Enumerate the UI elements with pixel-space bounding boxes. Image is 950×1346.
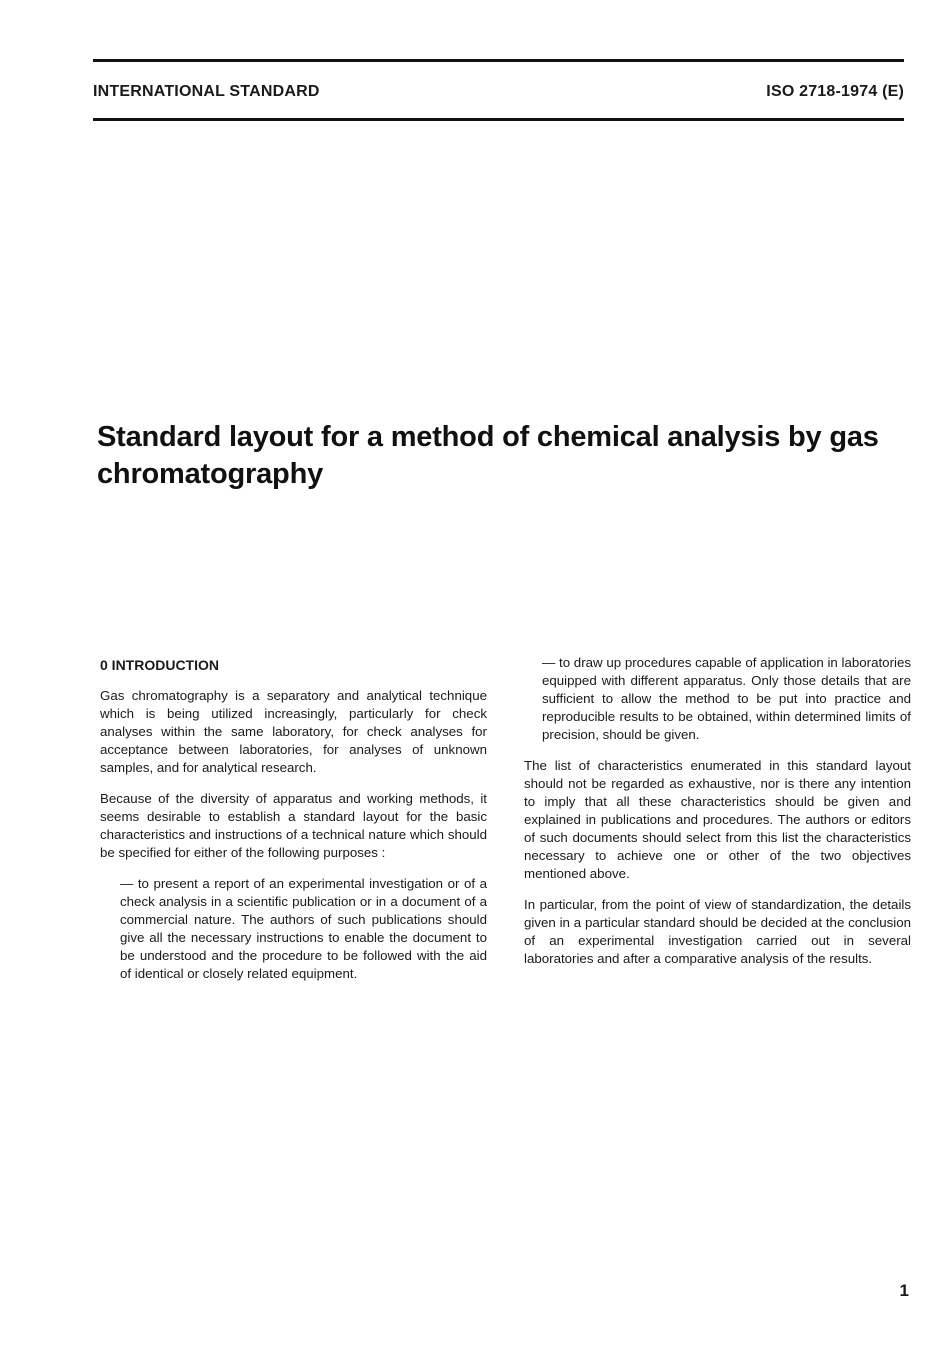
left-column [100,656,487,996]
header-standard-label: INTERNATIONAL STANDARD [93,83,320,100]
list-item: — to draw up procedures capable of application in laboratories equipped with different apparatus. Only those details that are sufficient to allow the method to be put into practice and reproducible results to be obtained, within determined limits of precision, should be given. [542,655,911,742]
header-bottom-rule [93,118,904,121]
header-document-number: ISO 2718-1974 (E) [766,83,904,100]
paragraph: In particular, from the point of view of standardization, the details given in a particular standard should be decided at the conclusion of an experimental investigation carried out in several laboratories and after a comparative analysis of the results. [524,897,911,966]
section-heading: 0 INTRODUCTION [100,657,219,673]
page-number: 1 [899,1281,909,1300]
paragraph: Gas chromatography is a separatory and analytical technique which is being utilized increasingly, particularly for check analyses within the same laboratory, for check analyses for acceptance between laboratories, for analyses of unknown samples, and for analytical research. [100,688,487,775]
header-top-rule [93,59,904,62]
list-item: — to present a report of an experimental investigation or of a check analysis in a scientific publication or in a document of a commercial nature. The authors of such publications should give all the necessary instructions to enable the document to be understood and the procedure to be followed with the aid of identical or closely related equipment. [120,876,487,981]
paragraph: Because of the diversity of apparatus and working methods, it seems desirable to establish a standard layout for the basic characteristics and instructions of a technical nature which should be specified for either of the following purposes : [100,791,487,860]
paragraph: The list of characteristics enumerated in this standard layout should not be regarded as exhaustive, nor is there any intention to imply that all these characteristics should be given and explained in publications and procedures. The authors or editors of such documents should select from this list the characteristics necessary to achieve one or other of the two objectives mentioned above. [524,758,911,881]
page-title: Standard layout for a method of chemical analysis by gas chromatography [97,421,879,491]
right-column [524,656,911,981]
